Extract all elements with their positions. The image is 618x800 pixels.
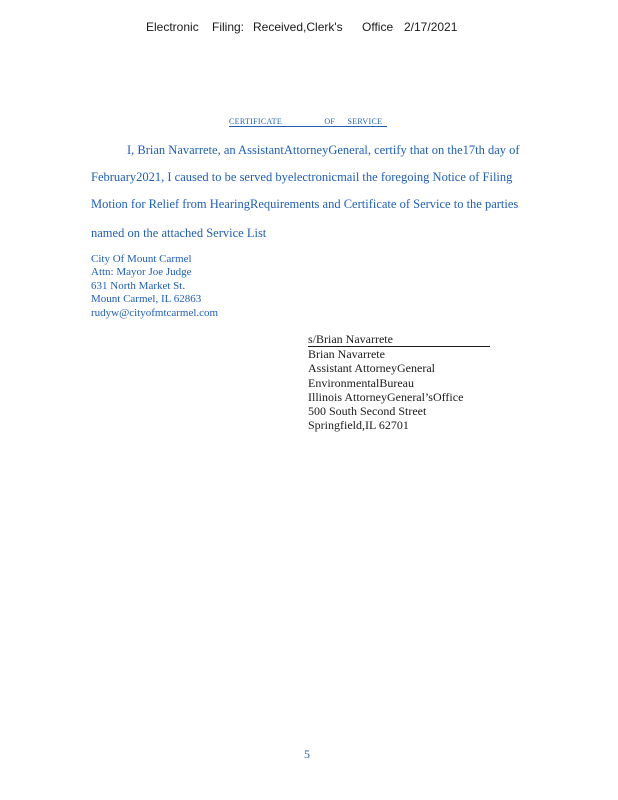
body-paragraph-line: Motion for Relief from HearingRequirements and Certificate of Service to the parties (91, 197, 519, 211)
signer-city: Springfield,IL 62701 (308, 418, 409, 433)
certificate-title (229, 117, 387, 127)
body-paragraph-line: I, Brian Navarrete, an AssistantAttorneyGeneral, certify that on the17th day of (127, 143, 520, 157)
certificate-title-word: OF (324, 117, 336, 126)
signer-name: Brian Navarrete (308, 347, 385, 362)
service-list-street: 631 North Market St. (91, 279, 186, 292)
signer-street: 500 South Second Street (308, 404, 427, 419)
service-list-email: rudyw@cityofmtcarmel.com (91, 306, 219, 319)
service-list-name: City Of Mount Carmel (91, 253, 192, 265)
service-list-city: Mount Carmel, IL 62863 (91, 293, 202, 306)
service-list-address (91, 253, 218, 320)
certificate-title-word: SERVICE (347, 117, 383, 126)
signature-block (308, 332, 490, 432)
header-date: 2/17/2021 (404, 20, 458, 34)
header-office: Office (362, 20, 394, 34)
header-received-clerks: Received,Clerk's (253, 20, 343, 34)
service-list-attn: Attn: Mayor Joe Judge (91, 266, 192, 279)
signer-title: Assistant AttorneyGeneral (308, 361, 435, 376)
header-filing: Filing: (212, 20, 245, 34)
body-paragraph-line: February2021, I caused to be served byelectronicmail the foregoing Notice of Filing (91, 170, 513, 184)
page-number: 5 (304, 747, 310, 761)
signer-office: Illinois AttorneyGeneral’sOffice (308, 389, 464, 404)
body-paragraph-line: named on the attached Service List (91, 226, 267, 240)
header-electronic: Electronic (146, 20, 199, 34)
signer-bureau: EnvironmentalBureau (308, 375, 414, 390)
signature-line: s/Brian Navarrete (308, 332, 490, 347)
certificate-title-word: CERTIFICATE (229, 117, 283, 126)
